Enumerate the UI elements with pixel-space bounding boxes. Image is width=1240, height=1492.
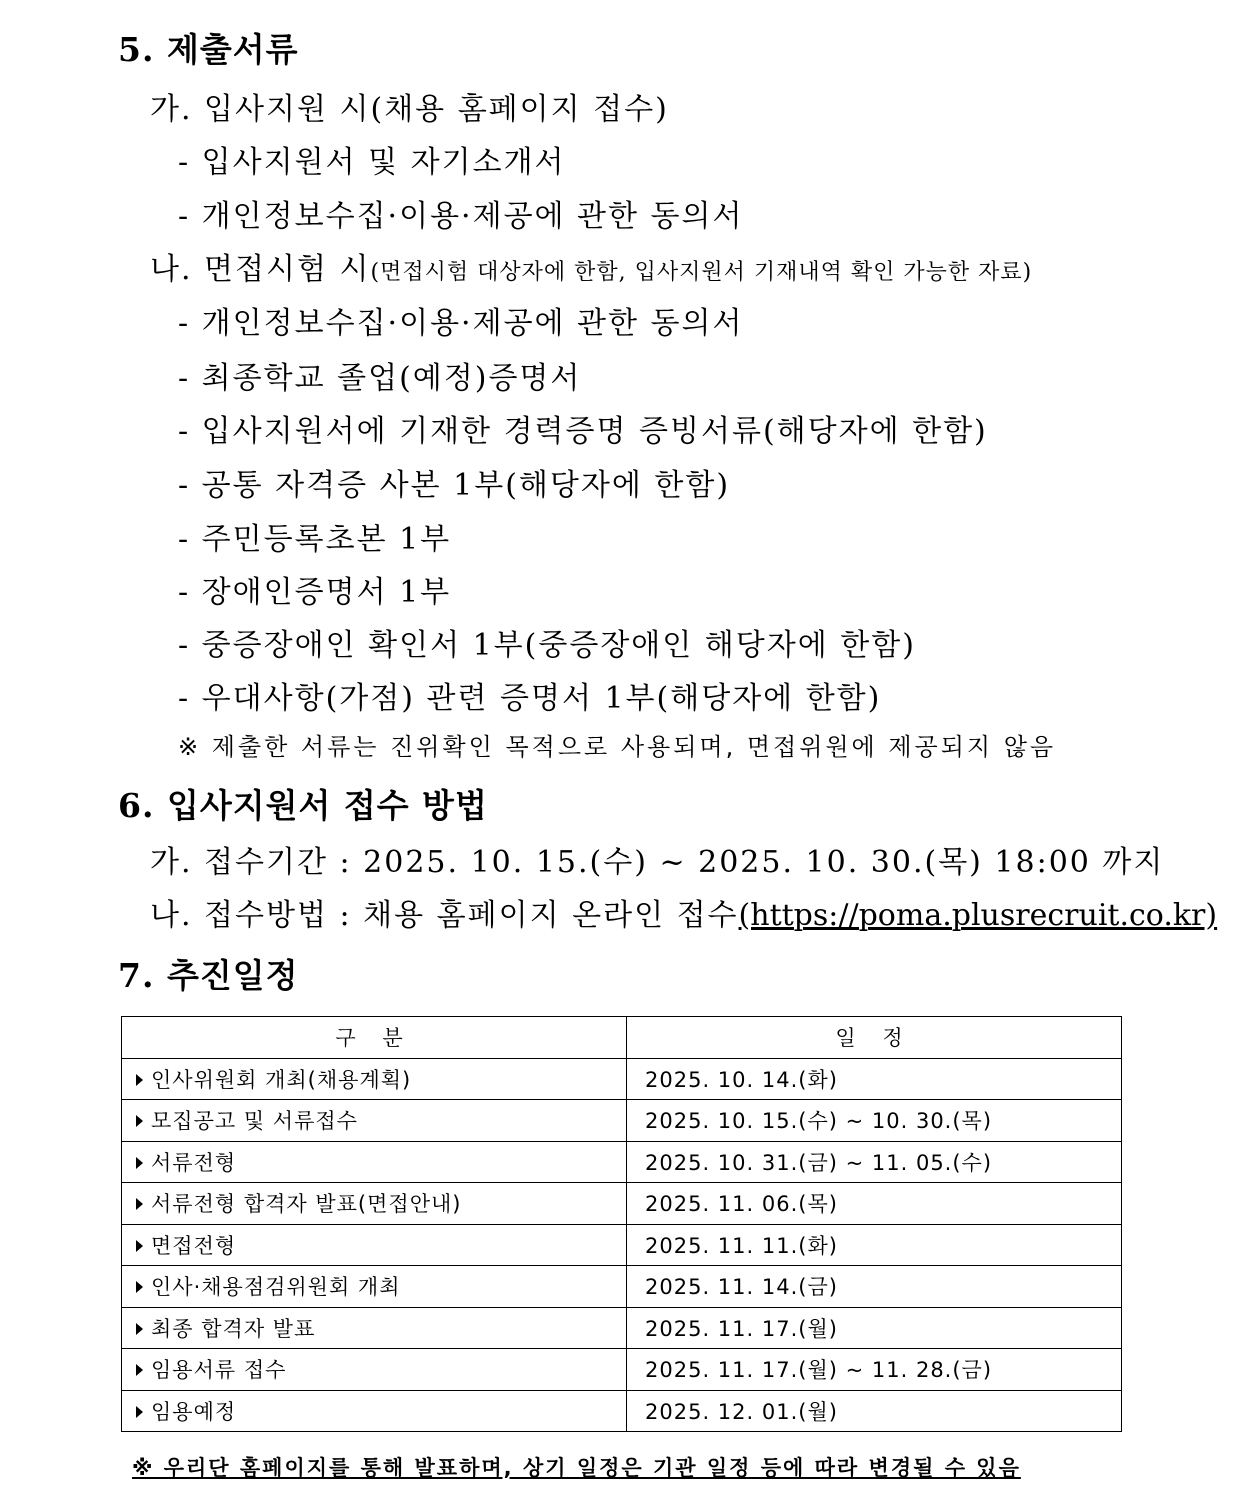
stage-cell (122, 1058, 627, 1100)
section5-sub-a-item: - 입사지원서 및 자기소개서 (178, 145, 566, 180)
stage-cell (122, 1100, 627, 1142)
section5-sub-b-item: - 공통 자격증 사본 1부(해당자에 한함) (178, 468, 731, 503)
section5-sub-b (150, 244, 1032, 288)
section5-heading: 5. 제출서류 (118, 30, 299, 69)
section5-sub-b-item: - 주민등록초본 1부 (178, 522, 452, 557)
stage-cell (122, 1224, 627, 1266)
section5-sub-b-note: (면접시험 대상자에 한함, 입사지원서 기재내역 확인 가능한 자료) (370, 260, 1033, 285)
table-row (122, 1224, 1122, 1266)
section5-sub-b-main: 나. 면접시험 시 (150, 252, 371, 287)
table-row (122, 1141, 1122, 1183)
stage-cell (122, 1183, 627, 1225)
table-header-row (122, 1017, 1122, 1059)
date-cell: 2025. 10. 15.(수) ~ 10. 30.(목) (627, 1100, 1122, 1142)
stage-cell (122, 1390, 627, 1432)
date-cell: 2025. 11. 17.(월) ~ 11. 28.(금) (627, 1349, 1122, 1391)
stage-label: 면접전형 (151, 1233, 237, 1258)
triangle-bullet-icon (136, 1157, 143, 1169)
section5-sub-a-item: - 개인정보수집·이용·제공에 관한 동의서 (178, 199, 744, 234)
date-cell: 2025. 11. 17.(월) (627, 1307, 1122, 1349)
section6-period: 가. 접수기간 : 2025. 10. 15.(수) ~ 2025. 10. 30.(목) 18:00 까지 (150, 845, 1165, 880)
section7-heading: 7. 추진일정 (118, 956, 299, 995)
stage-label: 서류전형 합격자 발표(면접안내) (151, 1192, 462, 1217)
section5-sub-b-item: - 개인정보수집·이용·제공에 관한 동의서 (178, 306, 744, 341)
stage-cell (122, 1141, 627, 1183)
recruit-homepage-link[interactable]: (https://poma.plusrecruit.co.kr) (738, 898, 1218, 933)
section5-sub-a: 가. 입사지원 시(채용 홈페이지 접수) (150, 92, 669, 127)
date-cell: 2025. 10. 14.(화) (627, 1058, 1122, 1100)
section5-sub-b-item: - 장애인증명서 1부 (178, 575, 452, 610)
date-cell: 2025. 10. 31.(금) ~ 11. 05.(수) (627, 1141, 1122, 1183)
column-header-date: 일 정 (627, 1017, 1122, 1059)
triangle-bullet-icon (136, 1364, 143, 1376)
column-header-stage: 구 분 (122, 1017, 627, 1059)
date-cell: 2025. 11. 06.(목) (627, 1183, 1122, 1225)
section5-sub-b-item: - 입사지원서에 기재한 경력증명 증빙서류(해당자에 한함) (178, 414, 988, 449)
section5-sub-b-item: - 우대사항(가점) 관련 증명서 1부(해당자에 한함) (178, 681, 882, 716)
stage-label: 모집공고 및 서류접수 (151, 1109, 358, 1134)
triangle-bullet-icon (136, 1323, 143, 1335)
table-row (122, 1100, 1122, 1142)
stage-label: 인사·채용점검위원회 개최 (151, 1275, 401, 1300)
stage-label: 최종 합격자 발표 (151, 1316, 316, 1341)
section5-sub-b-item: - 최종학교 졸업(예정)증명서 (178, 361, 582, 396)
section5-note: ※ 제출한 서류는 진위확인 목적으로 사용되며, 면접위원에 제공되지 않음 (178, 733, 1057, 761)
table-row (122, 1349, 1122, 1391)
triangle-bullet-icon (136, 1406, 143, 1418)
date-cell: 2025. 11. 11.(화) (627, 1224, 1122, 1266)
table-row (122, 1266, 1122, 1308)
stage-label: 임용서류 접수 (151, 1358, 287, 1383)
triangle-bullet-icon (136, 1240, 143, 1252)
date-cell: 2025. 12. 01.(월) (627, 1390, 1122, 1432)
stage-label: 임용예정 (151, 1399, 237, 1424)
triangle-bullet-icon (136, 1281, 143, 1293)
section5-sub-b-item: - 중증장애인 확인서 1부(중증장애인 해당자에 한함) (178, 628, 916, 663)
section6-heading: 6. 입사지원서 접수 방법 (118, 786, 488, 825)
date-cell: 2025. 11. 14.(금) (627, 1266, 1122, 1308)
triangle-bullet-icon (136, 1115, 143, 1127)
triangle-bullet-icon (136, 1198, 143, 1210)
schedule-footnote: ※ 우리단 홈페이지를 통해 발표하며, 상기 일정은 기관 일정 등에 따라 변경될 수 있음 (132, 1456, 1021, 1480)
table-row (122, 1307, 1122, 1349)
stage-label: 인사위원회 개최(채용계획) (151, 1067, 412, 1092)
table-row (122, 1183, 1122, 1225)
stage-cell (122, 1266, 627, 1308)
table-row (122, 1390, 1122, 1432)
table-row (122, 1058, 1122, 1100)
triangle-bullet-icon (136, 1074, 143, 1086)
schedule-table (121, 1016, 1122, 1432)
stage-cell (122, 1349, 627, 1391)
section6-method-prefix: 나. 접수방법 : 채용 홈페이지 온라인 접수 (150, 898, 739, 933)
stage-label: 서류전형 (151, 1150, 237, 1175)
section6-method (150, 890, 1217, 934)
stage-cell (122, 1307, 627, 1349)
